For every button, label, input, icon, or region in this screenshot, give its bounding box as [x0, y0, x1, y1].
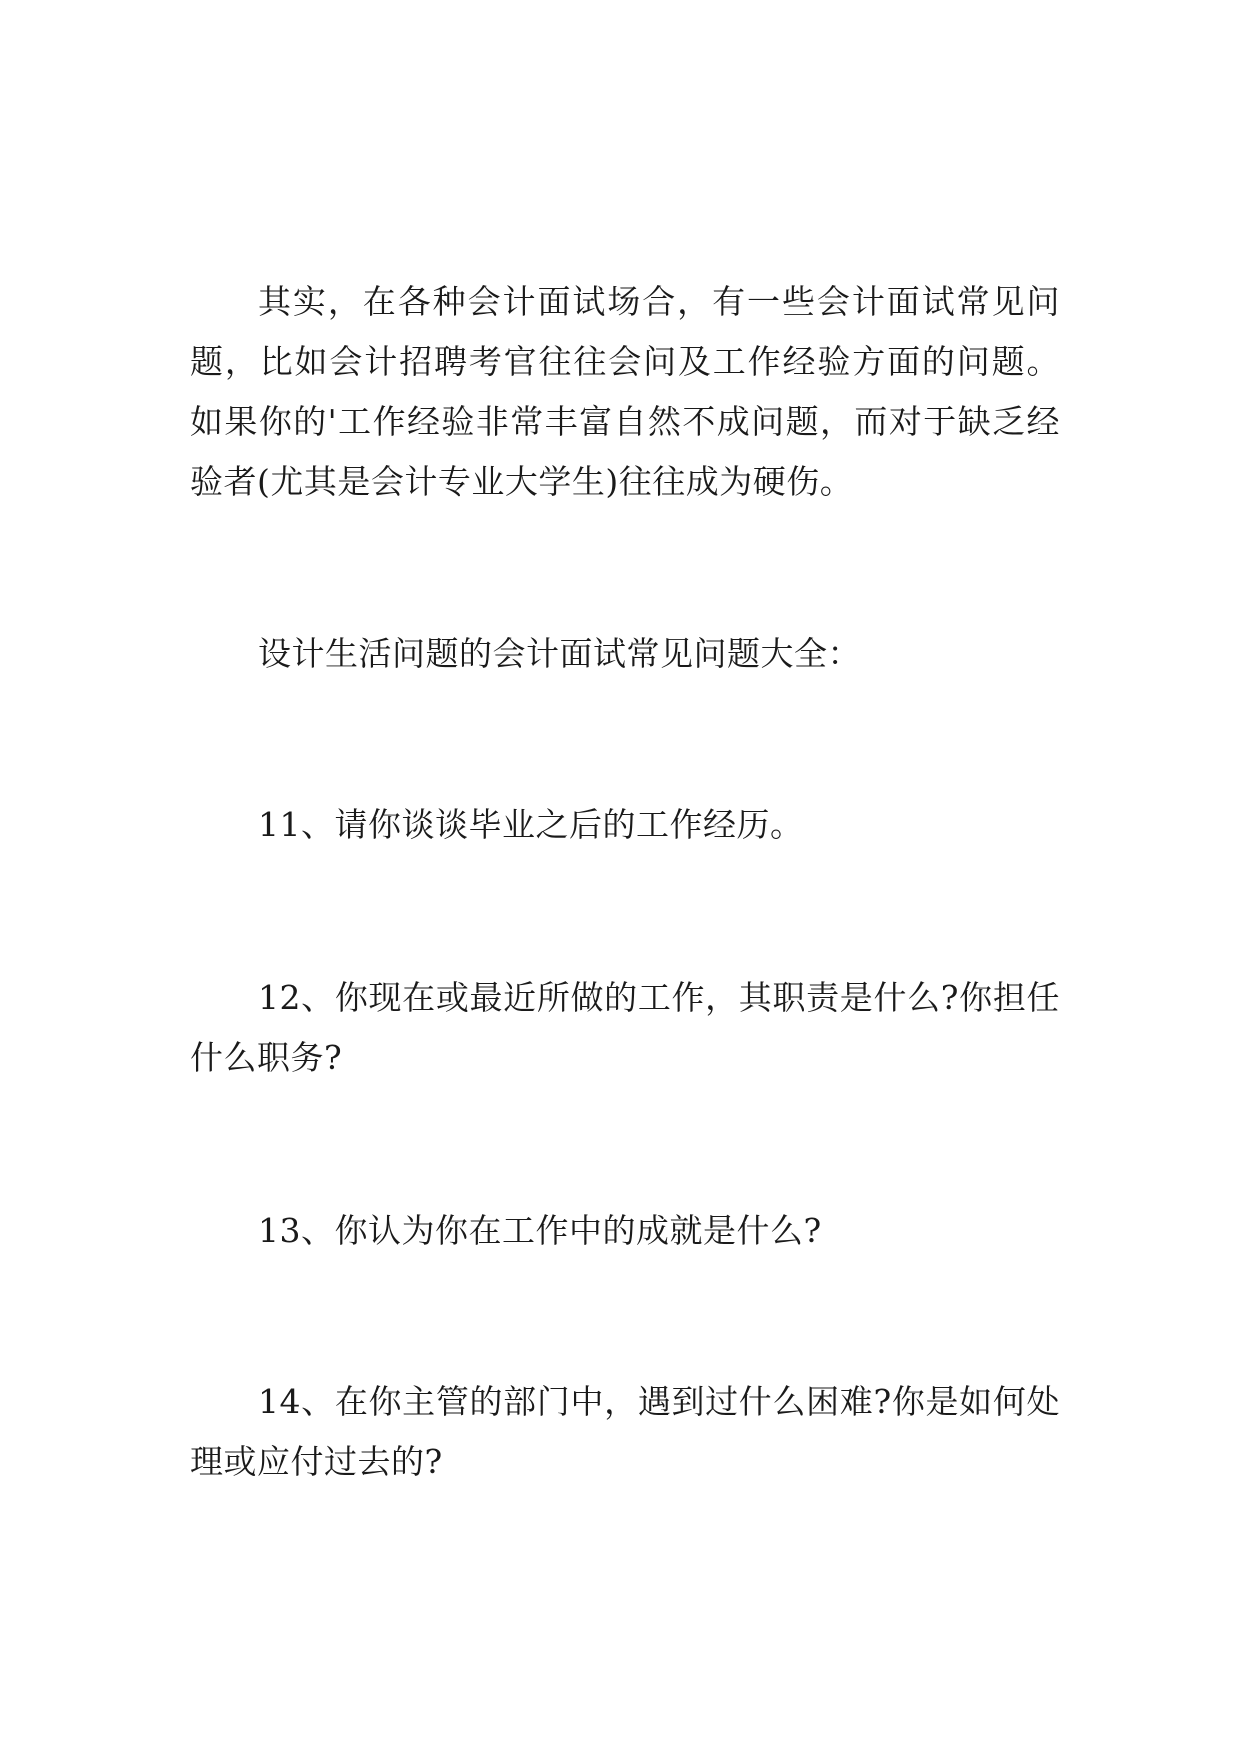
question-12: 12、你现在或最近所做的工作，其职责是什么?你担任什么职务?	[190, 978, 1060, 1077]
question-11: 11、请你谈谈毕业之后的工作经历。	[258, 805, 804, 844]
question-14: 14、在你主管的部门中，遇到过什么困难?你是如何处理或应付过去的?	[190, 1382, 1060, 1481]
intro-paragraph: 其实，在各种会计面试场合，有一些会计面试常见问题，比如会计招聘考官往往会问及工作经验方面的问题。如果你的'工作经验非常丰富自然不成问题，而对于缺乏经验者(尤其是会计专业大学生)往往成为硬伤。	[190, 282, 1060, 501]
question-13: 13、你认为你在工作中的成就是什么?	[258, 1211, 822, 1250]
section-heading: 设计生活问题的会计面试常见问题大全：	[258, 634, 861, 673]
